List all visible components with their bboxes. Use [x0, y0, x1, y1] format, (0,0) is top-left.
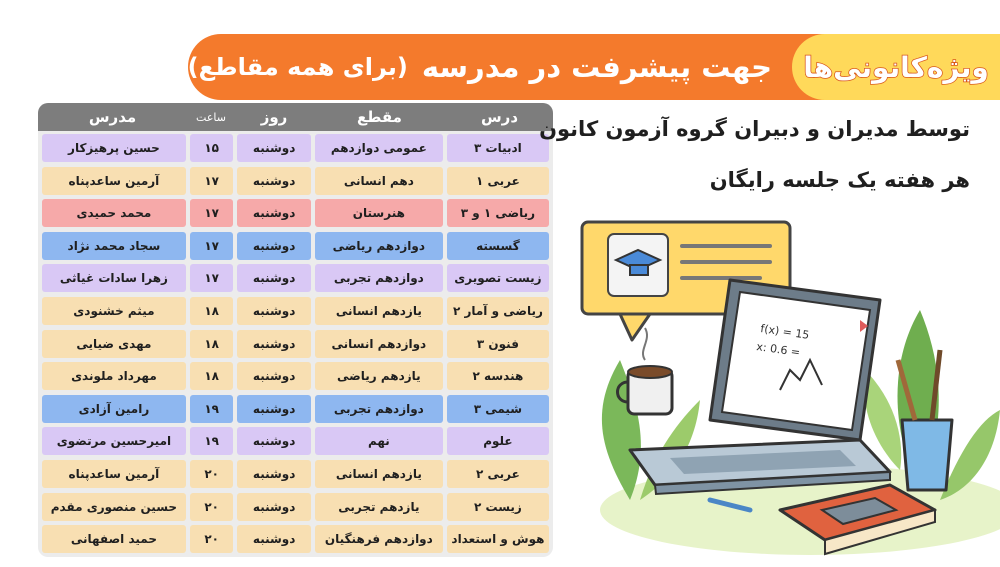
cell-grade: دوازدهم تجربی [315, 395, 443, 423]
cell-day: دوشنبه [237, 167, 310, 195]
cell-teacher: امیرحسین مرتضوی [42, 427, 186, 455]
title-banner [188, 34, 1000, 100]
cell-grade: یازدهم انسانی [315, 297, 443, 325]
cell-time: ۱۸ [190, 362, 234, 390]
cell-grade: نهم [315, 427, 443, 455]
table-header [38, 103, 553, 131]
cell-time: ۱۵ [190, 134, 234, 162]
screen-formula-2: x: 0.6 = [755, 340, 801, 360]
cell-grade: دوازدهم تجربی [315, 264, 443, 292]
banner-badge [792, 34, 1000, 100]
laptop-screen [710, 280, 880, 440]
table-row [42, 395, 549, 423]
cell-teacher: میثم خشنودی [42, 297, 186, 325]
cell-day: دوشنبه [237, 134, 310, 162]
cell-teacher: حسین پرهیزکار [42, 134, 186, 162]
cell-teacher: زهرا سادات غیاثی [42, 264, 186, 292]
cell-lesson: ریاضی و آمار ۲ [447, 297, 549, 325]
banner-subtitle: (برای همه مقاطع) [187, 53, 408, 81]
table-row [42, 362, 549, 390]
cell-time: ۱۸ [190, 297, 234, 325]
cell-teacher: آرمین ساعدپناه [42, 460, 186, 488]
cell-grade: عمومی دوازدهم [315, 134, 443, 162]
coffee-mug [618, 328, 673, 414]
cell-lesson: ریاضی ۱ و ۳ [447, 199, 549, 227]
cell-grade: دوازدهم فرهنگیان [315, 525, 443, 553]
cell-teacher: مهرداد ملوندی [42, 362, 186, 390]
cell-time: ۱۷ [190, 167, 234, 195]
header-time: ساعت [196, 110, 226, 124]
info-line-2: هر هفته یک جلسه رایگان [709, 168, 970, 192]
banner-badge-text: ویژه‌کانونی‌ها [803, 50, 989, 84]
cell-day: دوشنبه [237, 232, 310, 260]
cell-time: ۲۰ [190, 460, 234, 488]
cell-day: دوشنبه [237, 395, 310, 423]
cell-time: ۲۰ [190, 493, 234, 521]
table-row [42, 167, 549, 195]
cell-day: دوشنبه [237, 199, 310, 227]
cell-grade: یازدهم ریاضی [315, 362, 443, 390]
cell-lesson: عربی ۱ [447, 167, 549, 195]
cell-day: دوشنبه [237, 330, 310, 358]
cell-grade: هنرستان [315, 199, 443, 227]
cell-day: دوشنبه [237, 460, 310, 488]
cell-lesson: ادبیات ۳ [447, 134, 549, 162]
info-line-1: توسط مدیران و دبیران گروه آزمون کانون [539, 117, 970, 141]
cell-grade: یازدهم تجربی [315, 493, 443, 521]
table-body [38, 131, 553, 557]
table-row [42, 199, 549, 227]
cell-time: ۲۰ [190, 525, 234, 553]
cell-day: دوشنبه [237, 362, 310, 390]
cell-lesson: زیست ۲ [447, 493, 549, 521]
table-row [42, 264, 549, 292]
table-row [42, 297, 549, 325]
header-lesson: درس [480, 108, 519, 126]
cell-time: ۱۷ [190, 199, 234, 227]
table-row [42, 232, 549, 260]
laptop-illustration [560, 210, 1000, 567]
cell-time: ۱۸ [190, 330, 234, 358]
cell-teacher: حسین منصوری مقدم [42, 493, 186, 521]
cell-day: دوشنبه [237, 264, 310, 292]
header-grade: مقطع [357, 108, 402, 126]
cell-day: دوشنبه [237, 525, 310, 553]
cell-teacher: رامین آزادی [42, 395, 186, 423]
cell-lesson: فنون ۳ [447, 330, 549, 358]
screen-formula-1: f(x) = 15 [759, 322, 811, 342]
table-row [42, 330, 549, 358]
cell-day: دوشنبه [237, 427, 310, 455]
cell-grade: دهم انسانی [315, 167, 443, 195]
cell-time: ۱۷ [190, 232, 234, 260]
cell-teacher: حمید اصفهانی [42, 525, 186, 553]
cell-time: ۱۹ [190, 427, 234, 455]
cell-grade: دوازدهم انسانی [315, 330, 443, 358]
cell-day: دوشنبه [237, 493, 310, 521]
header-day: روز [260, 108, 288, 126]
cell-teacher: آرمین ساعدپناه [42, 167, 186, 195]
table-row [42, 493, 549, 521]
table-row [42, 427, 549, 455]
cell-grade: دوازدهم ریاضی [315, 232, 443, 260]
cell-teacher: سجاد محمد نژاد [42, 232, 186, 260]
table-row [42, 525, 549, 553]
table-row [42, 134, 549, 162]
cell-lesson: شیمی ۳ [447, 395, 549, 423]
cell-lesson: زیست تصویری [447, 264, 549, 292]
cell-time: ۱۷ [190, 264, 234, 292]
cell-lesson: هندسه ۲ [447, 362, 549, 390]
cell-lesson: گسسته [447, 232, 549, 260]
cell-lesson: هوش و استعداد [447, 525, 549, 553]
cell-teacher: مهدی ضیایی [42, 330, 186, 358]
cell-lesson: علوم [447, 427, 549, 455]
schedule-table [38, 103, 553, 557]
banner-main-title: جهت پیشرفت در مدرسه [421, 50, 772, 84]
cell-lesson: عربی ۲ [447, 460, 549, 488]
cell-teacher: محمد حمیدی [42, 199, 186, 227]
header-teacher: مدرس [88, 108, 137, 126]
cell-day: دوشنبه [237, 297, 310, 325]
table-row [42, 460, 549, 488]
cell-grade: یازدهم انسانی [315, 460, 443, 488]
cell-time: ۱۹ [190, 395, 234, 423]
banner-title [188, 42, 772, 92]
